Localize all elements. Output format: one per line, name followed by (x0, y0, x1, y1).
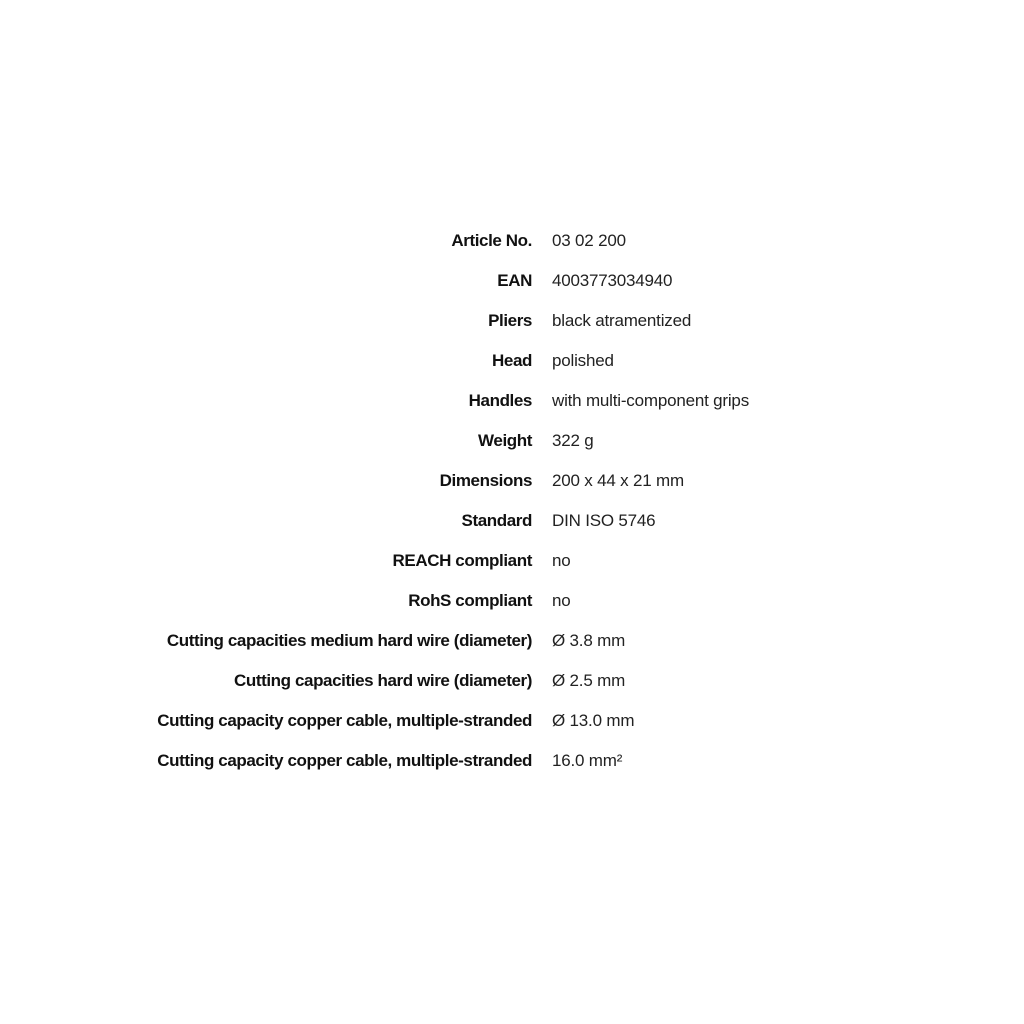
spec-label: Dimensions (439, 471, 532, 490)
spec-value: 03 02 200 (552, 231, 626, 250)
product-specifications-table (0, 221, 1024, 781)
spec-row-handles (0, 381, 1024, 421)
spec-row-cutting-hard-wire (0, 661, 1024, 701)
spec-value: black atramentized (552, 311, 692, 330)
spec-value: with multi-component grips (552, 391, 749, 410)
spec-label: Article No. (451, 231, 532, 250)
spec-value: Ø 13.0 mm (552, 711, 635, 730)
spec-value: 322 g (552, 431, 594, 450)
spec-label: Cutting capacity copper cable, multiple-stranded (157, 751, 532, 770)
spec-row-cutting-medium-hard-wire (0, 621, 1024, 661)
spec-row-reach-compliant (0, 541, 1024, 581)
spec-row-weight (0, 421, 1024, 461)
spec-row-head (0, 341, 1024, 381)
spec-label: RohS compliant (408, 591, 532, 610)
spec-value: Ø 3.8 mm (552, 631, 626, 650)
spec-label: REACH compliant (392, 551, 532, 570)
spec-value: 4003773034940 (552, 271, 673, 290)
spec-label: EAN (497, 271, 532, 290)
spec-label: Weight (478, 431, 532, 450)
spec-value: DIN ISO 5746 (552, 511, 656, 530)
spec-label: Cutting capacities medium hard wire (diameter) (166, 631, 532, 650)
spec-row-standard (0, 501, 1024, 541)
spec-row-dimensions (0, 461, 1024, 501)
spec-label: Standard (461, 511, 532, 530)
spec-label: Handles (468, 391, 532, 410)
spec-row-article-no (0, 221, 1024, 261)
spec-value: polished (552, 351, 614, 370)
spec-value: 16.0 mm² (552, 751, 623, 770)
spec-label: Cutting capacity copper cable, multiple-stranded (157, 711, 532, 730)
spec-value: 200 x 44 x 21 mm (552, 471, 684, 490)
spec-row-pliers (0, 301, 1024, 341)
spec-label: Cutting capacities hard wire (diameter) (233, 671, 532, 690)
spec-value: Ø 2.5 mm (552, 671, 626, 690)
spec-value: no (552, 551, 571, 570)
spec-label: Pliers (488, 311, 532, 330)
spec-label: Head (492, 351, 532, 370)
spec-row-cutting-copper-cable-cross-section (0, 741, 1024, 781)
spec-row-rohs-compliant (0, 581, 1024, 621)
spec-value: no (552, 591, 571, 610)
spec-row-ean (0, 261, 1024, 301)
spec-row-cutting-copper-cable-diameter (0, 701, 1024, 741)
